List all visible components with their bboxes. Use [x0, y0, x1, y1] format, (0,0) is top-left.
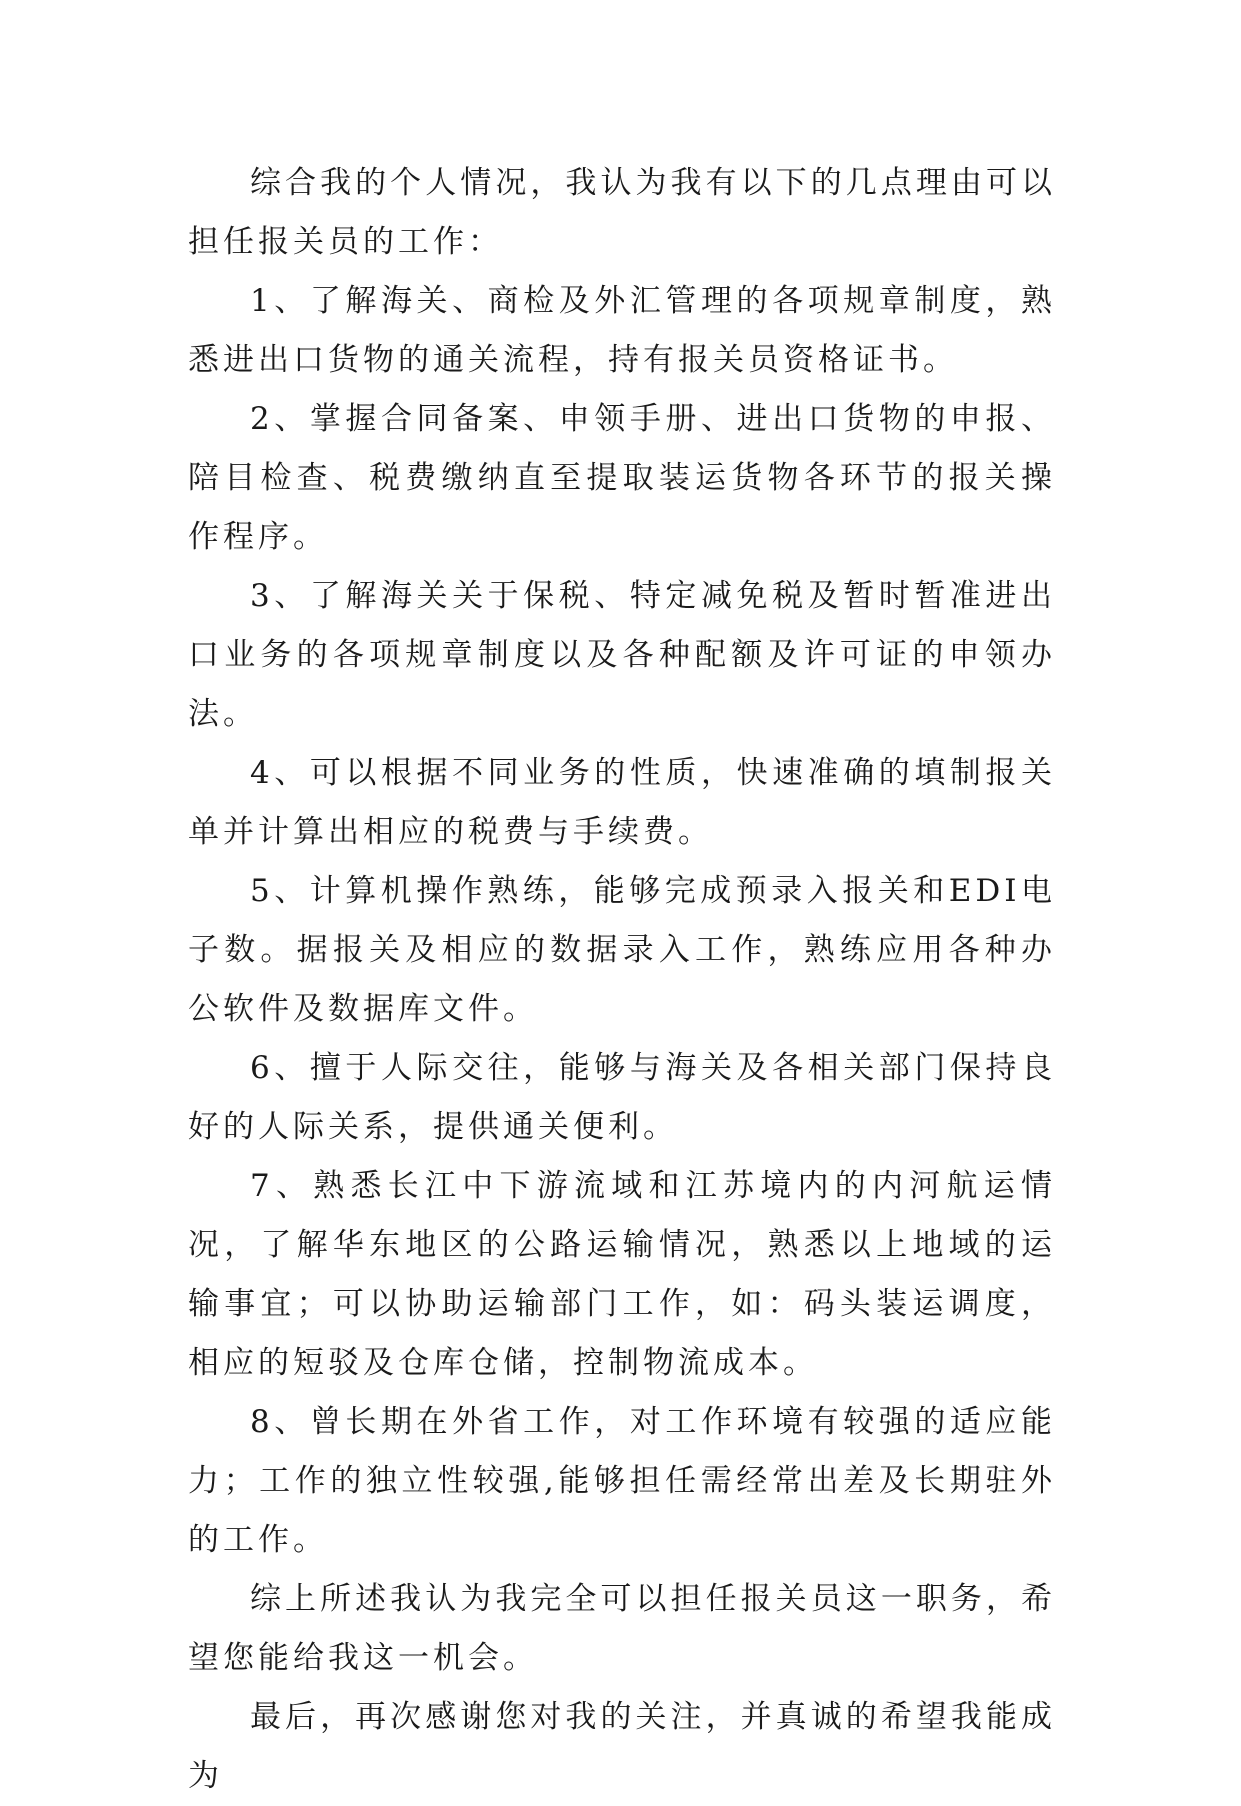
paragraph-point-6: 6、擅于人际交往，能够与海关及各相关部门保持良好的人际关系，提供通关便利。: [188, 1050, 1056, 1145]
paragraph-point-5: 5、计算机操作熟练，能够完成预录入报关和EDI电子数。据报关及相应的数据录入工作，熟练应用各种办公软件及数据库文件。: [188, 873, 1056, 1027]
paragraph-summary: 综上所述我认为我完全可以担任报关员这一职务，希望您能给我这一机会。: [188, 1581, 1056, 1676]
paragraph-intro: 综合我的个人情况，我认为我有以下的几点理由可以担任报关员的工作：: [188, 165, 1056, 260]
paragraph-point-1: 1、了解海关、商检及外汇管理的各项规章制度，熟悉进出口货物的通关流程，持有报关员资格证书。: [188, 283, 1056, 378]
paragraph-point-7: 7、熟悉长江中下游流域和江苏境内的内河航运情况，了解华东地区的公路运输情况，熟悉以上地域的运输事宜；可以协助运输部门工作，如：码头装运调度，相应的短驳及仓库仓储，控制物流成本。: [188, 1168, 1056, 1381]
paragraph-closing: 最后，再次感谢您对我的关注，并真诚的希望我能成为: [188, 1699, 1056, 1794]
paragraph-point-4: 4、可以根据不同业务的性质，快速准确的填制报关单并计算出相应的税费与手续费。: [188, 755, 1056, 850]
document-body: [188, 154, 1056, 1806]
paragraph-point-3: 3、了解海关关于保税、特定减免税及暂时暂准进出口业务的各项规章制度以及各种配额及许可证的申领办法。: [188, 578, 1056, 732]
paragraph-point-2: 2、掌握合同备案、申领手册、进出口货物的申报、陪目检查、税费缴纳直至提取装运货物各环节的报关操作程序。: [188, 401, 1056, 555]
paragraph-point-8: 8、曾长期在外省工作，对工作环境有较强的适应能力；工作的独立性较强,能够担任需经常出差及长期驻外的工作。: [188, 1404, 1056, 1558]
